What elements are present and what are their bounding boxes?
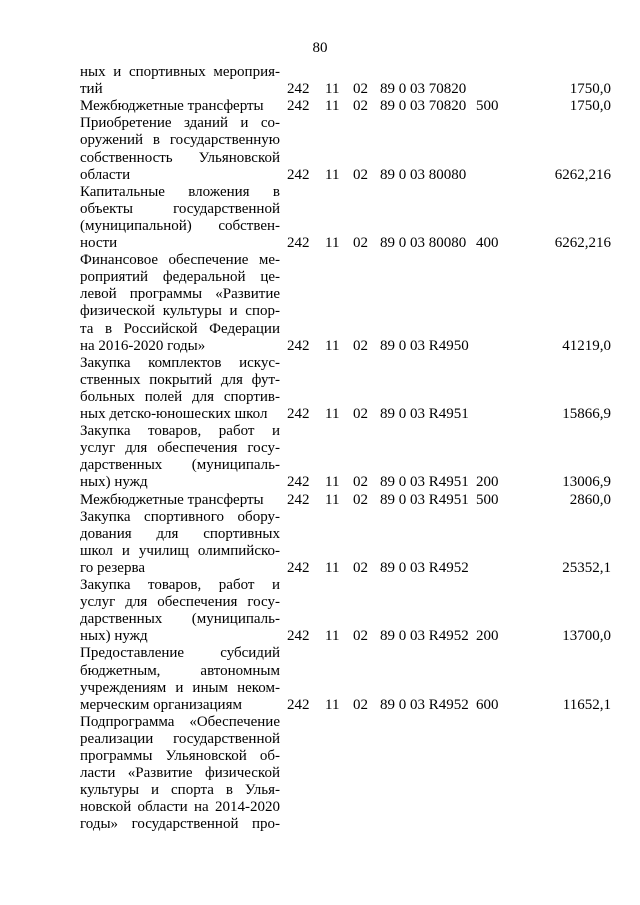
row-description: ственных покрытий для фут-: [80, 371, 280, 388]
table-row: [0, 526, 640, 543]
table-row: [0, 474, 640, 491]
table-row: [0, 389, 640, 406]
cell-csr: 89 0 03 R4951: [380, 474, 469, 491]
table-row: [0, 372, 640, 389]
cell-sum: 6262,216: [554, 235, 611, 251]
cell-vr: 600: [476, 696, 499, 713]
row-description: Капитальные вложения в: [80, 183, 280, 200]
cell-pr: 02: [353, 337, 368, 354]
row-description: услуг для обеспечения госу-: [80, 594, 280, 611]
cell-min: 242: [287, 474, 310, 491]
cell-vr: 200: [476, 474, 499, 491]
cell-sum: 25352,1: [562, 559, 611, 576]
row-description: дования для спортивных: [80, 525, 280, 542]
cell-rz: 11: [325, 696, 340, 713]
cell-vr: 500: [476, 98, 499, 115]
cell-csr: 89 0 03 70820: [380, 98, 467, 115]
row-description: го резерва: [80, 559, 145, 576]
table-row: [0, 201, 640, 218]
table-row: [0, 611, 640, 628]
row-description: мерческим организациям: [80, 696, 242, 713]
cell-rz: 11: [325, 337, 340, 354]
table-row: [0, 560, 640, 577]
table-row: [0, 167, 640, 184]
table-row: [0, 64, 640, 81]
table-row: [0, 218, 640, 235]
cell-pr: 02: [353, 491, 368, 508]
table-row: [0, 98, 640, 115]
cell-csr: 89 0 03 R4952: [380, 628, 469, 645]
cell-sum: 15866,9: [562, 406, 611, 422]
row-description: левой программы «Развитие: [80, 286, 280, 303]
table-row: [0, 628, 640, 645]
table-row: [0, 543, 640, 560]
row-description: оружений в государственную: [80, 132, 280, 149]
table-row: [0, 235, 640, 252]
cell-rz: 11: [325, 166, 340, 183]
row-description: та в Российской Федерации: [80, 320, 280, 337]
cell-csr: 89 0 03 R4950: [380, 337, 469, 354]
row-description: ных) нужд: [80, 474, 148, 491]
row-description: ных и спортивных мероприя-: [80, 64, 280, 80]
table-row: [0, 697, 640, 714]
row-description: собственность Ульяновской: [80, 149, 280, 166]
table-row: [0, 286, 640, 303]
table-row: [0, 594, 640, 611]
table-row: [0, 321, 640, 338]
row-description: роприятий федеральной це-: [80, 269, 280, 286]
cell-min: 242: [287, 166, 310, 183]
cell-csr: 89 0 03 R4952: [380, 696, 469, 713]
cell-pr: 02: [353, 98, 368, 115]
cell-csr: 89 0 03 R4951: [380, 406, 469, 422]
row-description: ласти «Развитие физической: [80, 765, 280, 782]
row-description: области: [80, 166, 131, 183]
row-description: годы» государственной про-: [80, 816, 280, 833]
table-row: [0, 680, 640, 697]
row-description: программы Ульяновской об-: [80, 748, 280, 764]
cell-vr: 200: [476, 628, 499, 645]
cell-min: 242: [287, 81, 310, 98]
cell-csr: 89 0 03 R4952: [380, 559, 469, 576]
table-row: [0, 406, 640, 423]
cell-min: 242: [287, 696, 310, 713]
cell-rz: 11: [325, 474, 340, 491]
table-row: [0, 132, 640, 149]
row-description: Закупка товаров, работ и: [80, 577, 280, 593]
cell-pr: 02: [353, 81, 368, 98]
cell-rz: 11: [325, 98, 340, 115]
table-row: [0, 748, 640, 765]
table-row: [0, 303, 640, 320]
row-description: ности: [80, 235, 118, 251]
table-row: [0, 509, 640, 526]
row-description: больных полей для спортив-: [80, 388, 280, 405]
table-row: [0, 440, 640, 457]
row-description: Межбюджетные трансферты: [80, 491, 264, 508]
row-description: Подпрограмма «Обеспечение: [80, 713, 280, 730]
cell-rz: 11: [325, 81, 340, 98]
cell-pr: 02: [353, 559, 368, 576]
cell-rz: 11: [325, 628, 340, 645]
table-row: [0, 645, 640, 662]
cell-sum: 13700,0: [562, 628, 611, 645]
row-description: тий: [80, 81, 103, 98]
row-description: услуг для обеспечения госу-: [80, 440, 280, 457]
table-row: [0, 184, 640, 201]
cell-rz: 11: [325, 559, 340, 576]
row-description: учреждениям и иным неком-: [80, 679, 280, 696]
table-row: [0, 492, 640, 509]
table-row: [0, 816, 640, 833]
table-row: [0, 150, 640, 167]
row-description: новской области на 2014-2020: [80, 799, 280, 816]
cell-csr: 89 0 03 80080: [380, 235, 467, 251]
row-description: объекты государственной: [80, 200, 280, 217]
row-description: (муниципальной) собствен-: [80, 217, 280, 234]
cell-sum: 6262,216: [554, 166, 611, 183]
cell-min: 242: [287, 628, 310, 645]
table-row: [0, 115, 640, 132]
cell-vr: 500: [476, 491, 499, 508]
cell-sum: 41219,0: [562, 337, 611, 354]
cell-csr: 89 0 03 70820: [380, 81, 467, 98]
cell-min: 242: [287, 235, 310, 251]
page-number: 80: [312, 40, 328, 56]
row-description: Предоставление субсидий: [80, 645, 280, 662]
cell-rz: 11: [325, 406, 340, 422]
cell-min: 242: [287, 559, 310, 576]
table-row: [0, 81, 640, 98]
table-row: [0, 782, 640, 799]
cell-sum: 2860,0: [569, 491, 611, 508]
cell-pr: 02: [353, 474, 368, 491]
row-description: школ и училищ олимпийско-: [80, 542, 280, 559]
cell-min: 242: [287, 491, 310, 508]
table-row: [0, 731, 640, 748]
row-description: реализации государственной: [80, 730, 280, 747]
row-description: дарственных (муниципаль-: [80, 611, 280, 628]
row-description: дарственных (муниципаль-: [80, 457, 280, 474]
table-row: [0, 765, 640, 782]
row-description: ных) нужд: [80, 628, 148, 645]
table-row: [0, 714, 640, 731]
row-description: Финансовое обеспечение ме-: [80, 252, 280, 269]
cell-sum: 11652,1: [562, 696, 611, 713]
cell-csr: 89 0 03 80080: [380, 166, 467, 183]
row-description: культуры и спорта в Улья-: [80, 782, 280, 799]
cell-sum: 1750,0: [569, 98, 611, 115]
row-description: Приобретение зданий и со-: [80, 115, 280, 132]
row-description: Межбюджетные трансферты: [80, 98, 264, 115]
row-description: физической культуры и спор-: [80, 303, 280, 320]
cell-pr: 02: [353, 235, 368, 251]
row-description: бюджетным, автономным: [80, 662, 280, 679]
table-row: [0, 355, 640, 372]
table-row: [0, 252, 640, 269]
table-row: [0, 799, 640, 816]
cell-sum: 1750,0: [569, 81, 611, 98]
cell-pr: 02: [353, 166, 368, 183]
row-description: ных детско-юношеских школ: [80, 406, 268, 422]
table-row: [0, 269, 640, 286]
table-row: [0, 663, 640, 680]
row-description: Закупка спортивного обору-: [80, 508, 280, 525]
row-description: на 2016-2020 годы»: [80, 337, 206, 354]
cell-min: 242: [287, 337, 310, 354]
cell-rz: 11: [325, 491, 340, 508]
cell-vr: 400: [476, 235, 499, 251]
cell-min: 242: [287, 98, 310, 115]
cell-csr: 89 0 03 R4951: [380, 491, 469, 508]
cell-rz: 11: [325, 235, 340, 251]
cell-sum: 13006,9: [562, 474, 611, 491]
table-row: [0, 338, 640, 355]
cell-pr: 02: [353, 696, 368, 713]
table-row: [0, 423, 640, 440]
row-description: Закупка комплектов искус-: [80, 354, 280, 371]
row-description: Закупка товаров, работ и: [80, 423, 280, 440]
cell-min: 242: [287, 406, 310, 422]
table-row: [0, 457, 640, 474]
cell-pr: 02: [353, 628, 368, 645]
table-row: [0, 577, 640, 594]
cell-pr: 02: [353, 406, 368, 422]
